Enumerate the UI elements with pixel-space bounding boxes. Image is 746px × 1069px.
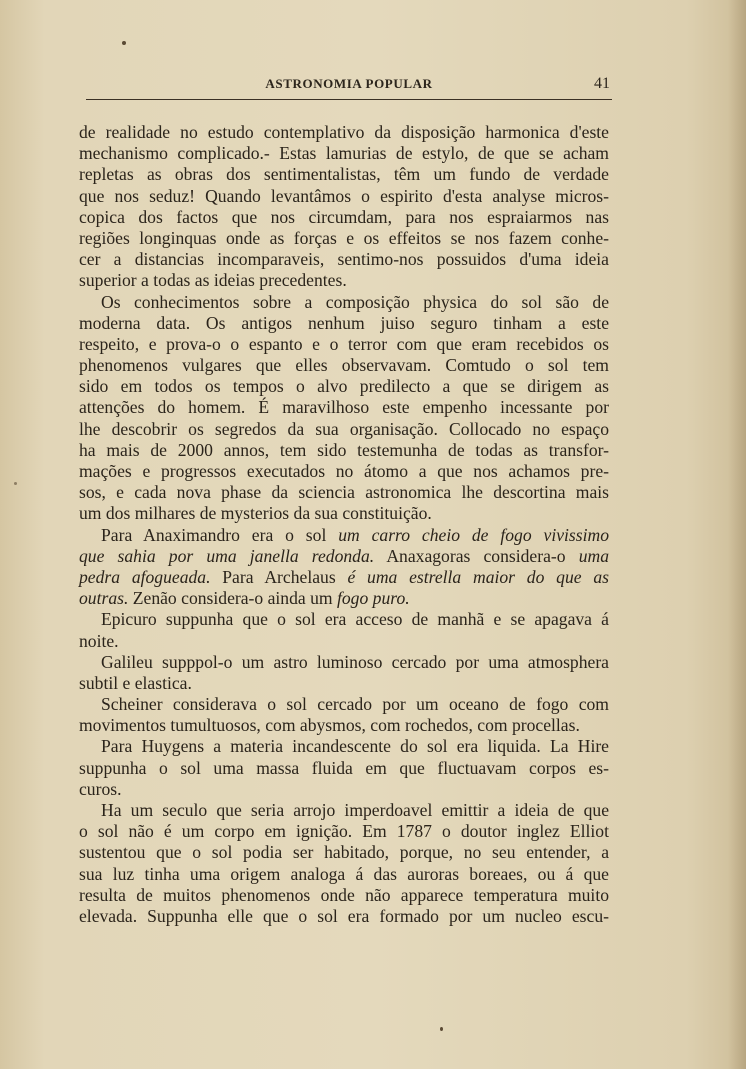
text-line: sido em todos os tempos o alvo predilecto a que se dirigem as	[79, 376, 609, 397]
page-number: 41	[594, 75, 610, 92]
text-line: subtil e elastica.	[79, 672, 192, 693]
text-line: sustentou que o sol podia ser habitado, porque, no seu entender, a	[79, 842, 609, 863]
text-line: respeito, e prova-o o espanto e o terror com que eram recebidos os	[79, 333, 609, 354]
roman-run: Zenão considera-o ainda um	[128, 588, 337, 609]
paper-speck	[440, 1027, 443, 1031]
text-line: movimentos tumultuosos, com abysmos, com rochedos, com procellas.	[79, 715, 580, 736]
italic-run: outras.	[79, 588, 129, 609]
text-line: mechanismo complicado.- Estas lamurias de estylo, de que se acham	[79, 143, 609, 164]
italic-run: uma	[578, 545, 609, 566]
text-line: superior a todas as ideias precedentes.	[79, 270, 347, 291]
text-line	[79, 588, 609, 609]
text-line: regiões longinquas onde as forças e os effeitos se nos fazem conhe-	[79, 227, 609, 248]
text-line: suppunha o sol uma massa fluida em que fluctuavam corpos es-	[79, 757, 609, 778]
text-line: Galileu supppol-o um astro luminoso cercado por uma atmosphera	[101, 651, 609, 672]
text-line: phenomenos vulgares que elles observavam. Comtudo o sol tem	[79, 355, 609, 376]
text-line: cer a distancias incomparaveis, sentimo-nos possuidos d'uma ideia	[79, 249, 609, 270]
page-header	[86, 72, 612, 98]
page-edge-shadow	[728, 0, 746, 1069]
text-line: sua luz tinha uma origem analoga á das auroras boreaes, ou á que	[79, 863, 609, 884]
paper-speck	[122, 41, 126, 45]
roman-run: Anaxagoras considera-o	[374, 545, 579, 566]
text-line: repletas as obras dos sentimentalistas, têm um fundo de verdade	[79, 164, 609, 185]
italic-run: fogo puro.	[336, 588, 410, 609]
text-line: um dos milhares de mysterios da sua constituição.	[79, 503, 432, 524]
roman-run: Para Anaximandro era o sol	[101, 524, 339, 545]
running-head: ASTRONOMIA POPULAR	[265, 76, 433, 91]
text-line: noite.	[79, 630, 119, 651]
text-line: attenções do homem. É maravilhoso este empenho incessante por	[79, 397, 609, 418]
text-line: moderna data. Os antigos nenhum juiso seguro tinham a este	[79, 312, 609, 333]
text-line: Os conhecimentos sobre a composição physica do sol são de	[101, 291, 609, 312]
italic-run: que sahia por uma janella redonda.	[79, 545, 375, 566]
roman-run: Para Archelaus	[210, 566, 348, 587]
text-line	[79, 525, 609, 546]
italic-run: pedra afogueada.	[79, 566, 211, 587]
header-rule	[86, 99, 612, 100]
italic-run: um carro cheio de fogo vivissimo	[338, 524, 610, 545]
text-line: elevada. Suppunha elle que o sol era formado por um nucleo escu-	[79, 905, 609, 926]
italic-run: é uma estrella maior do que as	[347, 566, 609, 587]
text-line: sos, e cada nova phase da sciencia astronomica lhe descortina mais	[79, 482, 609, 503]
text-line	[79, 546, 609, 567]
text-line: Scheiner considerava o sol cercado por um oceano de fogo com	[101, 694, 609, 715]
text-line: curos.	[79, 778, 122, 799]
text-line	[79, 567, 609, 588]
text-line: o sol não é um corpo em ignição. Em 1787 o doutor inglez Elliot	[79, 821, 609, 842]
text-line: resulta de muitos phenomenos onde não apparece temperatura muito	[79, 884, 609, 905]
text-line: copica dos factos que nos circumdam, para nos espraiarmos nas	[79, 206, 609, 227]
text-line: mações e progressos executados no átomo a que nos achamos pre-	[79, 461, 609, 481]
text-line: Para Huygens a materia incandescente do sol era liquida. La Hire	[101, 736, 609, 757]
text-line: lhe descobrir os segredos da sua organisação. Collocado no espaço	[79, 418, 609, 439]
text-line: Epicuro suppunha que o sol era acceso de manhã e se apagava á	[101, 609, 609, 630]
paper-speck	[14, 482, 17, 485]
body-text	[79, 122, 609, 927]
text-line: Ha um seculo que seria arrojo imperdoavel emittir a ideia de que	[101, 800, 609, 820]
text-line: de realidade no estudo contemplativo da disposição harmonica d'este	[79, 122, 609, 142]
text-line: ha mais de 2000 annos, tem sido testemunha de todas as transfor-	[79, 439, 609, 460]
text-line: que nos seduz! Quando levantâmos o espirito d'esta analyse micros-	[79, 185, 609, 206]
